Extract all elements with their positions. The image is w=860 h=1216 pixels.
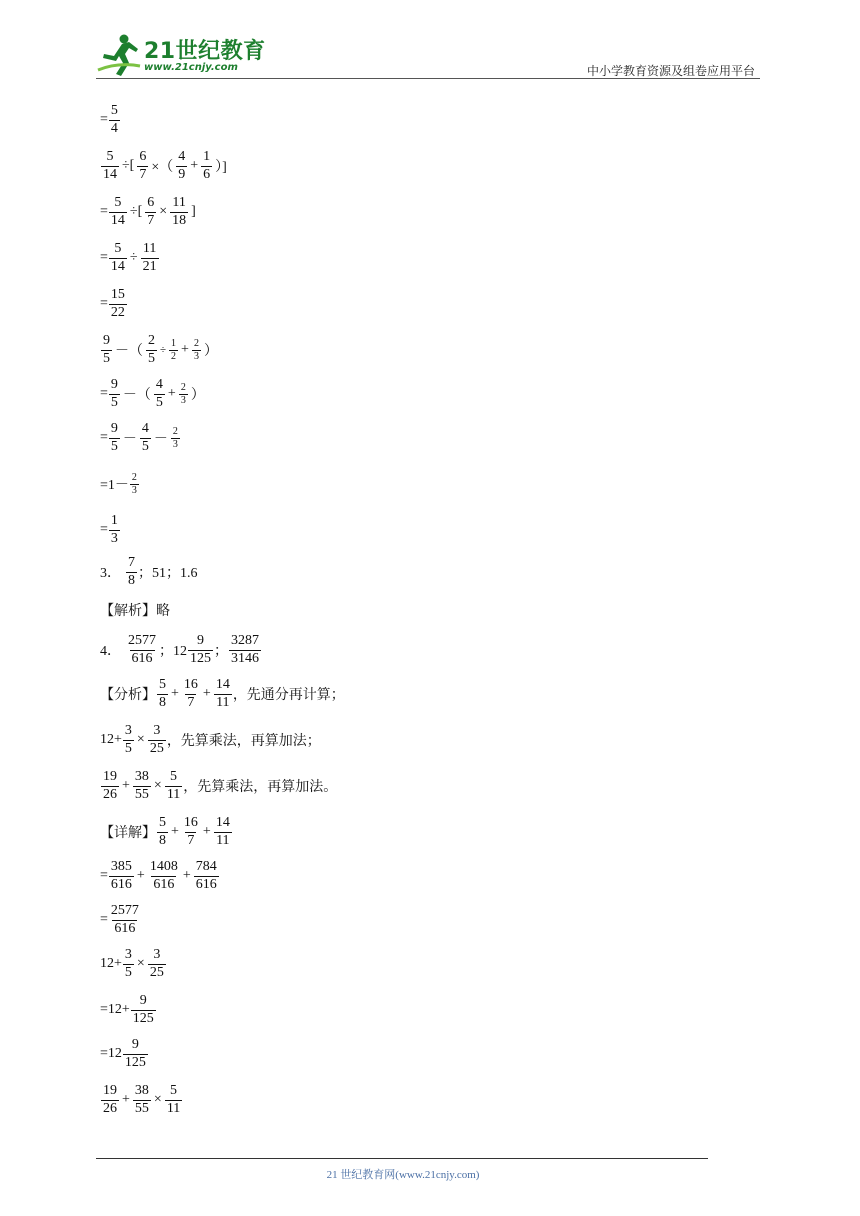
analysis-text: ，先通分再计算；: [232, 688, 345, 703]
expression-prefix: 12+: [100, 956, 122, 971]
equals: =: [100, 386, 108, 401]
analysis-line-2: [100, 716, 321, 764]
solution-line-2: [100, 852, 220, 900]
operator: －: [153, 432, 168, 447]
header-platform-name: 中小学教育资源及组卷应用平台: [586, 64, 755, 78]
fraction: $\frac{1}{2}$: [171, 338, 177, 362]
fraction: $\frac{2}{3}$: [172, 426, 178, 450]
fraction: $\frac{5}{14}$: [110, 195, 125, 228]
fraction: $\frac{2577}{616}$: [128, 633, 156, 666]
fraction: $\frac{9}{5}$: [103, 333, 110, 366]
fraction: $\frac{19}{26}$: [103, 769, 117, 802]
fraction: $\frac{1408}{616}$: [149, 859, 178, 892]
fraction: $\frac{11}{21}$: [142, 241, 157, 274]
operator: ）: [190, 388, 205, 403]
fraction: $\frac{11}{18}$: [172, 195, 187, 228]
fraction: $\frac{9}{125}$: [124, 1037, 146, 1070]
operator: +: [122, 778, 130, 793]
operator: －: [122, 432, 137, 447]
fraction: $\frac{1}{3}$: [110, 513, 118, 546]
fraction: $\frac{3}{5}$: [124, 723, 132, 756]
math-line-10: [100, 506, 121, 554]
fraction: $\frac{15}{22}$: [110, 287, 125, 320]
fraction: $\frac{4}{5}$: [155, 377, 163, 410]
header-divider: [96, 78, 760, 79]
operator: －（: [115, 344, 143, 359]
operator: ×: [136, 732, 145, 747]
operator: ÷: [160, 344, 167, 356]
fraction: $\frac{5}{8}$: [159, 677, 166, 710]
fraction: $\frac{2}{3}$: [180, 382, 186, 406]
expression-prefix: 12+: [100, 732, 122, 747]
fraction: $\frac{9}{5}$: [110, 377, 118, 410]
fraction: $\frac{9}{5}$: [110, 421, 118, 454]
fraction: $\frac{19}{26}$: [103, 1083, 117, 1116]
fraction: $\frac{2}{3}$: [193, 338, 199, 362]
section-label: 【分析】: [100, 688, 156, 703]
math-line-5: [100, 280, 128, 328]
math-line-9: [100, 460, 140, 508]
fraction: $\frac{3}{5}$: [124, 947, 132, 980]
section-label: 【详解】: [100, 826, 156, 841]
fraction: $\frac{16}{7}$: [183, 815, 198, 848]
solution-line-6: [100, 1030, 149, 1078]
operator: +: [190, 158, 199, 173]
operator: +: [167, 386, 176, 401]
fraction: $\frac{2577}{616}$: [110, 903, 139, 936]
fraction: $\frac{38}{55}$: [134, 1083, 149, 1116]
math-line-1: [100, 96, 121, 144]
fraction: $\frac{784}{616}$: [195, 859, 217, 892]
answer-4: [100, 626, 262, 674]
equals: =1－: [100, 478, 129, 493]
fraction: $\frac{5}{14}$: [110, 241, 125, 274]
equals: =: [100, 430, 108, 445]
footer-divider: [96, 1158, 708, 1159]
operator: －（: [122, 388, 151, 403]
fraction: $\frac{385}{616}$: [110, 859, 132, 892]
fraction: $\frac{9}{125}$: [190, 633, 211, 666]
analysis-line-3: [100, 762, 337, 810]
fraction: $\frac{3287}{3146}$: [231, 633, 259, 666]
fraction: $\frac{1}{6}$: [203, 149, 211, 182]
operator: ×: [136, 956, 145, 971]
operator: ×: [153, 778, 162, 793]
math-line-7: [100, 370, 207, 418]
runner-logo-icon: [96, 32, 142, 78]
equals: =12: [100, 1046, 122, 1061]
operator: +: [181, 342, 189, 357]
fraction: $\frac{3}{25}$: [149, 723, 164, 756]
equals: =: [100, 204, 108, 219]
fraction: $\frac{6}{7}$: [139, 149, 147, 182]
equals: =: [100, 296, 108, 311]
analysis-text: ，先算乘法，再算加法；: [166, 734, 321, 749]
solution-line-4: [100, 940, 167, 988]
fraction: $\frac{38}{55}$: [134, 769, 149, 802]
operator: ÷[: [122, 158, 135, 173]
math-line-3: [100, 188, 198, 236]
solution-line-7: [100, 1076, 183, 1124]
fraction: $\frac{5}{11}$: [166, 769, 181, 802]
fraction: $\frac{5}{14}$: [103, 149, 117, 182]
equals: =: [100, 912, 108, 927]
fraction: $\frac{7}{8}$: [128, 555, 135, 588]
fraction: $\frac{3}{25}$: [149, 947, 164, 980]
separator: ；12: [159, 644, 187, 659]
fraction: $\frac{4}{9}$: [178, 149, 186, 182]
operator: +: [171, 824, 179, 839]
operator: ）]: [215, 160, 227, 175]
operator: ÷: [129, 250, 138, 265]
operator: ×: [153, 1092, 162, 1107]
analysis-text: ，先算乘法，再算加法。: [183, 780, 338, 795]
solution-line-1: [100, 808, 233, 856]
operator: ）: [203, 344, 218, 359]
answer-text: ；51；1.6: [138, 566, 198, 581]
equals: =: [100, 522, 108, 537]
operator: +: [202, 824, 211, 839]
page-header: [0, 0, 860, 82]
math-line-6: [100, 326, 220, 374]
operator: ]: [191, 204, 196, 219]
operator: ×: [159, 204, 168, 219]
fraction: $\frac{4}{5}$: [141, 421, 149, 454]
fraction: $\frac{5}{4}$: [110, 103, 118, 136]
fraction: $\frac{5}{8}$: [159, 815, 166, 848]
fraction: $\frac{6}{7}$: [147, 195, 155, 228]
separator: ；: [214, 644, 228, 659]
fraction: $\frac{9}{125}$: [132, 993, 154, 1026]
question-number: 3．: [100, 566, 121, 581]
site-logo[interactable]: [96, 32, 266, 78]
page-footer[interactable]: 21 世纪教育网(www.21cnjy.com): [326, 1169, 480, 1181]
solution-line-3: [100, 896, 142, 944]
operator: +: [122, 1092, 130, 1107]
question-number: 4．: [100, 644, 121, 659]
equals: =: [100, 868, 108, 883]
equals: =: [100, 112, 108, 127]
operator: +: [202, 686, 211, 701]
fraction: $\frac{5}{11}$: [166, 1083, 181, 1116]
logo-url: www.21cnjy.com: [144, 62, 238, 73]
operator: +: [182, 868, 191, 883]
fraction: $\frac{2}{5}$: [148, 333, 155, 366]
logo-text: 21世纪教育: [144, 39, 266, 64]
operator: ×（: [151, 160, 174, 175]
analysis-text: 【解析】略: [100, 604, 170, 619]
math-line-8: [100, 414, 181, 462]
operator: +: [136, 868, 145, 883]
solution-line-5: [100, 986, 157, 1034]
operator: ÷[: [129, 204, 143, 219]
fraction: $\frac{16}{7}$: [183, 677, 198, 710]
fraction: $\frac{14}{11}$: [215, 815, 230, 848]
analysis-line-1: [100, 670, 345, 718]
equals: =12+: [100, 1002, 130, 1017]
math-line-2: [100, 142, 229, 190]
fraction: $\frac{14}{11}$: [215, 677, 230, 710]
operator: +: [171, 686, 179, 701]
equals: =: [100, 250, 108, 265]
math-line-4: [100, 234, 160, 282]
fraction: $\frac{2}{3}$: [131, 472, 137, 496]
